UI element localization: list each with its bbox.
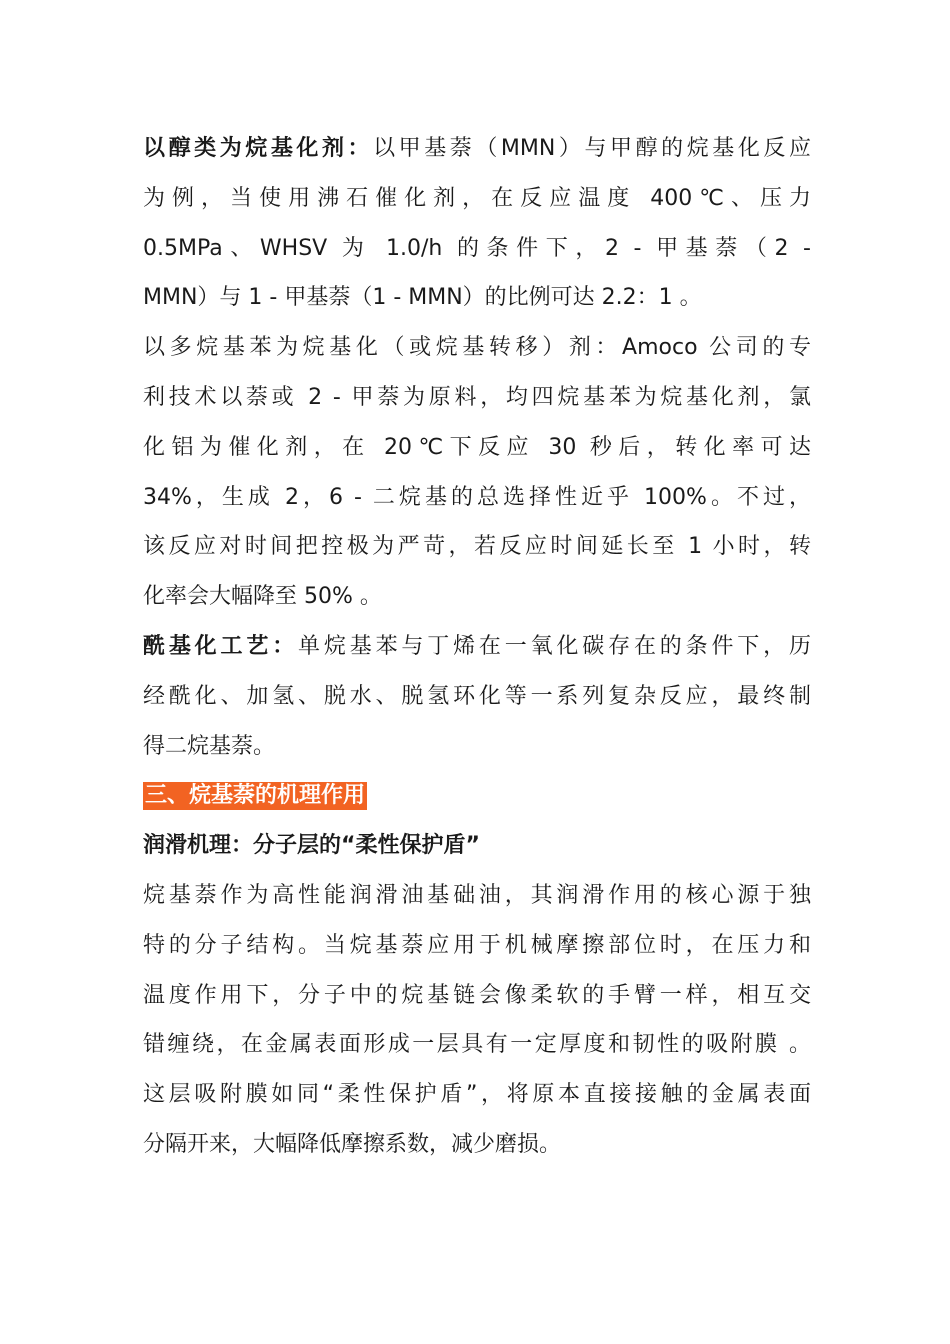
- term-alcohol-alkylating-agent: 以醇类为烷基化剂：: [143, 136, 374, 161]
- paragraph-line: 化率会大幅降至 50% 。: [143, 584, 382, 610]
- paragraph-line: 该反应对时间把控极为严苛，若反应时间延长至 1 小时，转: [143, 534, 811, 560]
- paragraph-line: 这层吸附膜如同“柔性保护盾”，将原本直接接触的金属表面: [143, 1082, 811, 1108]
- paragraph-line: 为例，当使用沸石催化剂，在反应温度 400℃、压力: [143, 185, 811, 211]
- paragraph-line: 烷基萘作为高性能润滑油基础油，其润滑作用的核心源于独: [143, 882, 811, 908]
- paragraph-line: 34%，生成 2，6 - 二烷基的总选择性近乎 100%。不过，: [143, 484, 811, 510]
- paragraph-line: 特的分子结构。当烷基萘应用于机械摩擦部位时，在压力和: [143, 932, 811, 958]
- term-acylation-process: 酰基化工艺：: [143, 633, 299, 659]
- paragraph-line: 温度作用下，分子中的烷基链会像柔软的手臂一样，相互交: [143, 982, 811, 1008]
- paragraph-line: 利技术以萘或 2 - 甲萘为原料，均四烷基苯为烷基化剂，氯: [143, 384, 811, 410]
- paragraph-line: 分隔开来，大幅降低摩擦系数，减少磨损。: [143, 1131, 562, 1157]
- paragraph-alcohol-alkylation-line-1: 以醇类为烷基化剂：以甲基萘（MMN）与甲醇的烷基化反应: [143, 136, 811, 161]
- document-page: [143, 124, 811, 1170]
- subheading: 润滑机理：分子层的“柔性保护盾”: [143, 833, 480, 859]
- paragraph-line: 错缠绕，在金属表面形成一层具有一定厚度和韧性的吸附膜 。: [143, 1032, 811, 1058]
- paragraph-line: 得二烷基萘。: [143, 733, 276, 759]
- paragraph-line: 化铝为催化剂，在 20℃下反应 30 秒后，转化率可达: [143, 434, 811, 460]
- paragraph-line: 以多烷基苯为烷基化（或烷基转移）剂：Amoco 公司的专: [143, 335, 811, 361]
- paragraph-line: MMN）与 1 - 甲基萘（1 - MMN）的比例可达 2.2：1 。: [143, 285, 702, 311]
- paragraph-acylation-line-1: 酰基化工艺：单烷基苯与丁烯在一氧化碳存在的条件下，历: [143, 633, 811, 659]
- paragraph-line: 经酰化、加氢、脱水、脱氢环化等一系列复杂反应，最终制: [143, 683, 811, 709]
- section-heading: 三、烷基萘的机理作用: [145, 783, 366, 809]
- section-heading-row: [143, 771, 811, 821]
- paragraph-line: 0.5MPa、WHSV 为 1.0/h 的条件下，2 - 甲基萘（2 -: [143, 235, 811, 261]
